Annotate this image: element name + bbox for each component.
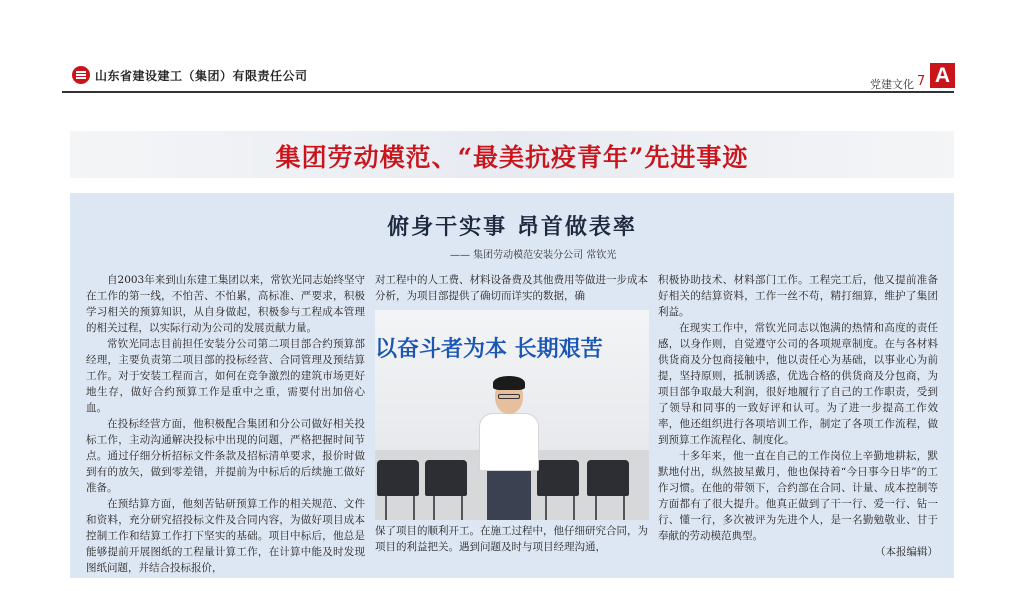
paragraph: 保了项目的顺利开工。在施工过程中，他仔细研究合同，为项目的利益把关。遇到问题及时与项目经理沟通， [375, 525, 648, 553]
article-column-3 [658, 272, 938, 560]
article [70, 193, 954, 578]
paragraph: 在投标经营方面，他积极配合集团和分公司做好相关投标工作，主动沟通解决投标中出现的问题，严格把握时间节点。通过仔细分析招标文件条款及招标清单要求，报价时做到有的放矢，做到零差错，并提前为中标后的后续施工做好准备。 [86, 418, 365, 494]
article-column-2-bottom [375, 523, 648, 555]
paragraph: 在现实工作中，常钦光同志以饱满的热情和高度的责任感，以身作则，自觉遵守公司的各项规章制度。在与各材料供货商及分包商接触中，他以责任心为基础，以事业心为前提，坚持原则，抵制诱惑，优选合格的供货商及分包商，为项目部争取最大利润，很好地履行了自己的工作职责，受到了领导和同事的一致好评和认可。为了进一步提高工作效率，他还组织进行各项培训工作，制定了各项工作流程，做到预算工作流程化、制度化。 [658, 322, 938, 446]
paragraph: 自2003年来到山东建工集团以来，常钦光同志始终坚守在工作的第一线，不怕苦、不怕累，高标准、严要求，积极学习相关的预算知识，从自身做起，积极参与工程成本管理的相关过程，以实际行动为公司的发展贡献力量。 [86, 274, 365, 334]
person-pants [487, 470, 531, 520]
paragraph: 积极协助技术、材料部门工作。工程完工后，他又提前准备好相关的结算资料，工作一丝不苟，精打细算，维护了集团利益。 [658, 274, 938, 318]
company-name: 山东省建设建工（集团）有限责任公司 [95, 69, 308, 83]
banner-title: 集团劳动模范、“最美抗疫青年”先进事迹 [275, 143, 749, 172]
person-hair [493, 376, 525, 390]
article-column-2-top [375, 272, 648, 304]
portrait-photo [375, 310, 649, 520]
page-letter-badge: A [930, 63, 955, 88]
paragraph: 在预结算方面，他刻苦钻研预算工作的相关规范、文件和资料，充分研究招投标文件及合同内容，为做好项目成本控制工作和结算工作打下坚实的基础。项目中标后，他总是能够提前开展图纸的工程量计算工作，在计算中能及时发现图纸问题，并结合投标报价， [86, 498, 365, 574]
article-byline: —— 集团劳动模范安装分公司 常钦光 [450, 250, 617, 261]
chair [587, 460, 629, 496]
masthead [62, 62, 958, 92]
article-headline: 俯身干实事 昂首做表率 [387, 214, 637, 240]
article-column-1 [86, 272, 365, 576]
header-rule [62, 91, 954, 93]
person-glasses [498, 394, 520, 399]
person-shirt [479, 413, 539, 471]
paragraph: 十多年来，他一直在自己的工作岗位上辛勤地耕耘，默默地付出，纵然披星戴月，他也保持着“今日事今日毕”的工作习惯。在他的带领下，合约部在合同、计量、成本控制等方面都有了很大提升。他真正做到了干一行、爱一行、钻一行、懂一行，多次被评为先进个人，是一名勤勉敬业、甘于奉献的劳动模范典型。 [658, 450, 938, 542]
editor-credit: （本报编辑） [875, 546, 938, 558]
chair [377, 460, 419, 496]
page-number: 7 [917, 74, 926, 89]
paragraph: 对工程中的人工费、材料设备费及其他费用等做进一步成本分析，为项目部提供了确切而详实的数据，确 [375, 274, 648, 302]
chair [537, 460, 579, 496]
photo-slogan: 以奋斗者为本 长期艰苦 [375, 337, 603, 362]
banner [70, 131, 954, 178]
company-logo-icon [72, 66, 90, 84]
chair [425, 460, 467, 496]
section-label: 党建文化 [870, 78, 914, 91]
paragraph: 常钦光同志目前担任安装分公司第二项目部合约预算部经理，主要负责第二项目部的投标经营、合同管理及预结算工作。对于安装工程而言，如何在竞争激烈的建筑市场更好地生存，做好合约预算工作是重中之重，需要付出加倍心血。 [86, 338, 365, 414]
